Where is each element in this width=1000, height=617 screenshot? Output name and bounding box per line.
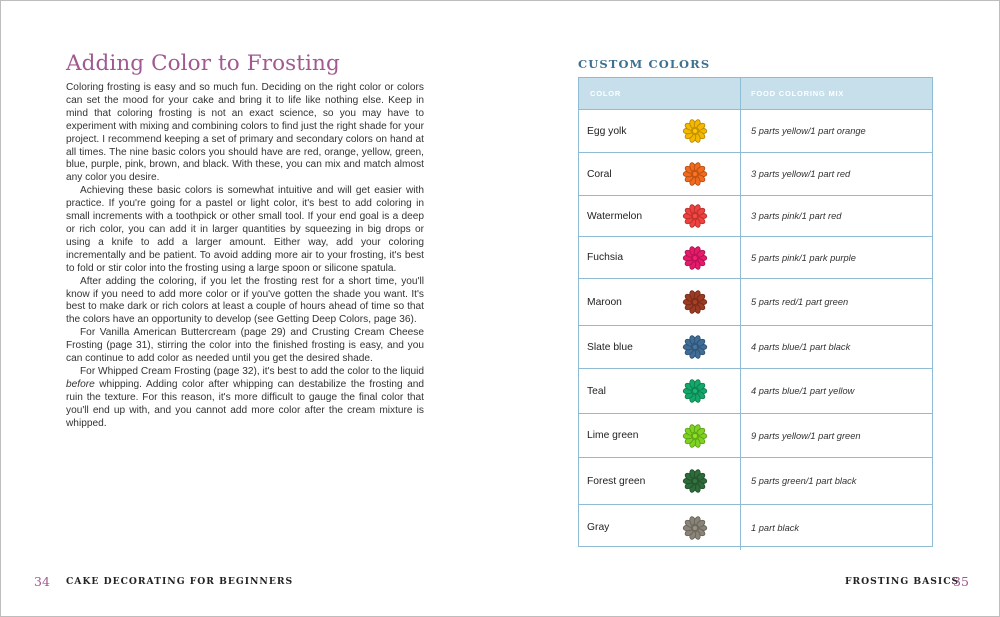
mix-cell: 1 part black [751,522,800,533]
table-row [579,153,932,196]
color-name: Watermelon [587,210,643,222]
color-cell [579,505,741,550]
color-cell [579,110,741,152]
table-row [579,505,932,550]
table-header-row [579,78,932,110]
column-header-mix: FOOD COLORING MIX [751,89,845,98]
table-row [579,458,932,505]
table-row [579,414,932,458]
table-row [579,279,932,326]
color-cell [579,196,741,236]
paragraph: Achieving these basic colors is somewhat intuitive and will get easier with practice. If you're going for a pastel or light color, it's best to add coloring in small increments with a toothpick or other small tool. If your end goal is a deep or rich color, you can add it in larger quantities by squeezing in big drops or using a knife to add a larger amount. Either way, add your coloring incrementally and be patient. To avoid adding more air to your frosting, it's best to fold or stir color into the frosting using a large spoon or silicone spatula. [66,185,424,274]
lime-green-frosting-swirl-icon [682,423,708,449]
color-cell [579,414,741,457]
egg-yolk-frosting-swirl-icon [682,118,708,144]
body-text [66,82,424,430]
paragraph-text: whipping. Adding color after whipping can destabilize the frosting and ruin the texture. For this reason, it's more difficult to gauge the final color that you'll end up with, and you cannot add more color after the cream mixture is whipped. [66,378,424,429]
forest-green-frosting-swirl-icon [682,468,708,494]
color-name: Coral [587,168,612,180]
left-page-number: 34 [34,574,50,589]
left-running-footer: CAKE DECORATING FOR BEGINNERS [66,576,294,587]
color-cell [579,237,741,278]
paragraph: Coloring frosting is easy and so much fun. Deciding on the right color or colors can set the mood for your cake and bring it to life like nothing else. Keep in mind that coloring frosting is not an exact science, so you may have to experiment with mixing and combining colors to find just the right shade for your project. I recommend keeping a set of primary and secondary colors on hand at all times. The nine basic colors you should have are red, orange, yellow, green, blue, purple, pink, brown, and black. With these, you can mix and match almost any color you desire. [66,82,424,184]
page-heading: Adding Color to Frosting [66,51,340,76]
table-row [579,326,932,369]
emphasis-text: before [66,378,95,390]
gray-frosting-swirl-icon [682,515,708,541]
color-cell [579,369,741,413]
color-cell [579,326,741,368]
color-cell [579,279,741,325]
color-name: Lime green [587,430,639,441]
maroon-frosting-swirl-icon [682,289,708,315]
table-row [579,196,932,237]
custom-colors-table [578,77,933,547]
teal-frosting-swirl-icon [682,378,708,404]
mix-cell: 5 parts yellow/1 part orange [751,126,866,136]
paragraph [66,366,424,431]
mix-cell: 4 parts blue/1 part black [751,342,851,352]
color-cell [579,458,741,504]
color-name: Slate blue [587,341,633,353]
fuchsia-frosting-swirl-icon [682,245,708,271]
mix-cell: 5 parts red/1 part green [751,297,849,307]
color-name: Gray [587,522,610,533]
color-name: Forest green [587,475,646,487]
mix-cell: 5 parts pink/1 park purple [751,252,856,263]
slate-blue-frosting-swirl-icon [682,334,708,360]
column-header-label: COLOR [590,89,622,98]
paragraph: For Vanilla American Buttercream (page 29) and Crusting Cream Cheese Frosting (page 31), stirring the color into the finished frosting is easy, and you can continue to add color as needed until you get the desired shade. [66,327,424,365]
mix-cell: 4 parts blue/1 part yellow [751,386,855,396]
color-cell [579,153,741,195]
paragraph: After adding the coloring, if you let the frosting rest for a short time, you'll know if you need to add more color or if you've gotten the shade you want. It's best to make dark or rich colors at least a couple of hours ahead of time so that the colors have an opportunity to develop (see Getting Deep Colors, page 36). [66,275,424,326]
table-row [579,369,932,414]
table-body [579,110,932,550]
color-name: Maroon [587,296,622,308]
watermelon-frosting-swirl-icon [682,203,708,229]
color-name: Fuchsia [587,252,624,263]
table-row [579,110,932,153]
mix-cell: 3 parts pink/1 part red [751,211,842,221]
mix-cell: 3 parts yellow/1 part red [751,169,851,179]
color-name: Egg yolk [587,125,627,137]
left-page [66,50,424,430]
column-header-color [579,78,741,109]
right-page-number: 35 [953,574,969,589]
color-name: Teal [587,385,606,397]
paragraph-text: For Whipped Cream Frosting (page 32), it's best to add the color to the liquid [80,365,424,377]
table-row [579,237,932,279]
right-running-footer: FROSTING BASICS [845,576,960,587]
mix-cell: 5 parts green/1 part black [751,476,857,486]
custom-colors-title: CUSTOM COLORS [578,57,711,71]
coral-frosting-swirl-icon [682,161,708,187]
mix-cell: 9 parts yellow/1 part green [751,430,861,441]
